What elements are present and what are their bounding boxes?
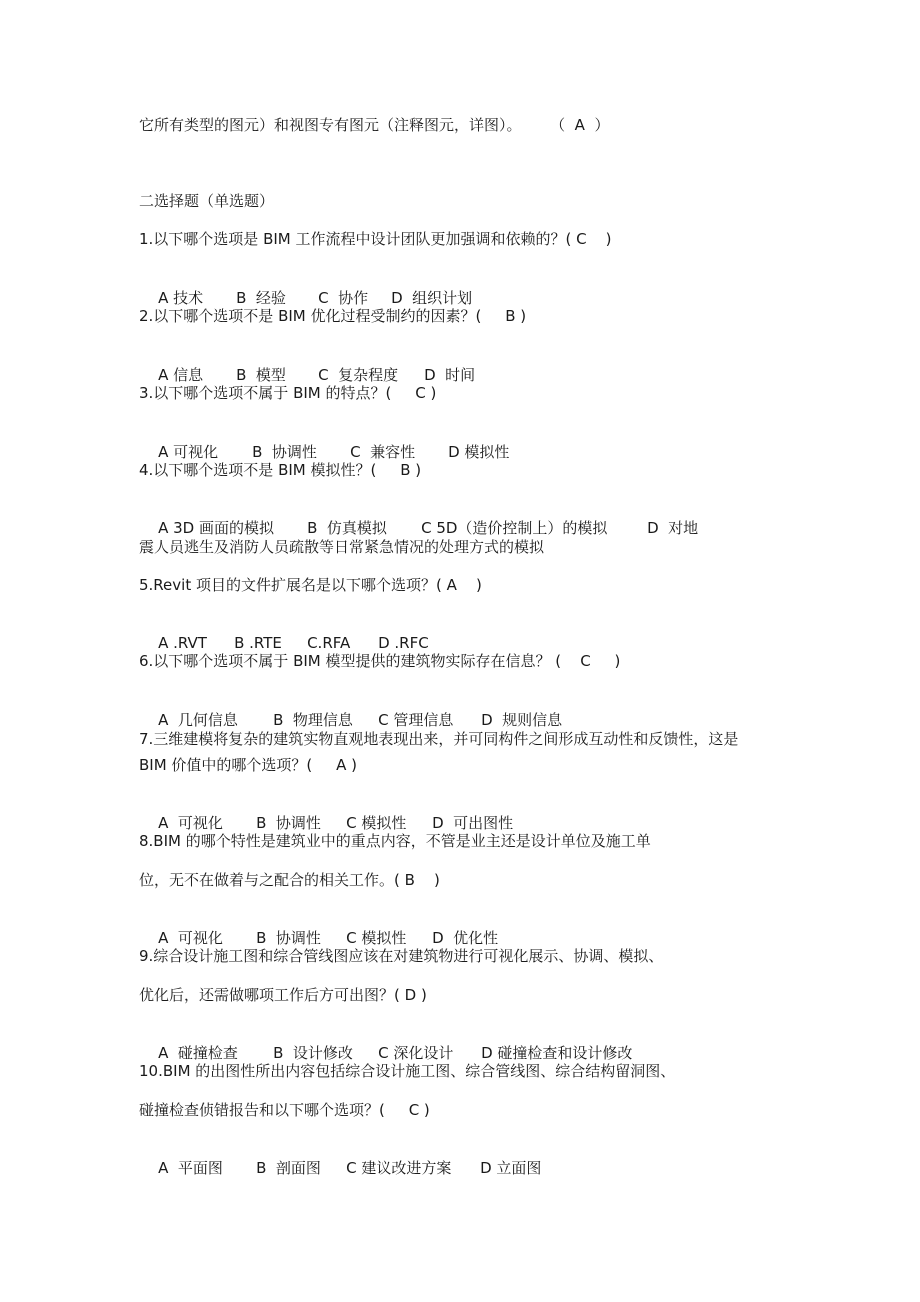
q8-option-c: C 模拟性 — [346, 929, 407, 947]
q3-option-a: A 可视化 — [158, 443, 219, 461]
q6-option-a: A 几何信息 — [158, 711, 238, 729]
question-9: 9.综合设计施工图和综合管线图应该在对建筑物进行可视化展示、协调、模拟、 — [139, 947, 664, 965]
question-7: 7.三维建模将复杂的建筑实物直观地表现出来，并可同构件之间形成互动性和反馈性，这是 — [139, 730, 739, 748]
question-6: 6.以下哪个选项不属于 BIM 模型提供的建筑物实际存在信息？ ( C ) — [139, 652, 621, 670]
q6-option-b: B 物理信息 — [273, 711, 353, 729]
q3-option-c: C 兼容性 — [350, 443, 416, 461]
q1-option-b: B 经验 — [236, 289, 286, 307]
question-2: 2.以下哪个选项不是 BIM 优化过程受制约的因素？( B ) — [139, 307, 527, 325]
question-1: 1.以下哪个选项是 BIM 工作流程中设计团队更加强调和依赖的？( C ) — [139, 230, 612, 248]
q10-option-c: C 建议改进方案 — [346, 1159, 452, 1177]
q5-option-d: D .RFC — [378, 634, 429, 652]
question-10-options — [139, 1138, 541, 1198]
q10-option-a: A 平面图 — [158, 1159, 223, 1177]
q5-option-a: A .RVT — [158, 634, 207, 652]
question-10-continuation: 碰撞检查侦错报告和以下哪个选项？( C ) — [139, 1101, 430, 1119]
question-4-continuation: 震人员逃生及消防人员疏散等日常紧急情况的处理方式的模拟 — [139, 538, 545, 556]
q7-option-d: D 可出图性 — [432, 814, 514, 832]
q9-option-b: B 设计修改 — [273, 1044, 353, 1062]
q1-option-a: A 技术 — [158, 289, 204, 307]
q9-option-c: C 深化设计 — [378, 1044, 454, 1062]
q6-option-c: C 管理信息 — [378, 711, 454, 729]
q9-option-a: A 碰撞检查 — [158, 1044, 238, 1062]
question-8-continuation: 位，无不在做着与之配合的相关工作。( B ) — [139, 871, 440, 889]
q3-option-b: B 协调性 — [252, 443, 317, 461]
q3-option-d: D 模拟性 — [448, 443, 510, 461]
q7-option-b: B 协调性 — [256, 814, 321, 832]
q10-option-d: D 立面图 — [480, 1159, 542, 1177]
question-9-continuation: 优化后，还需做哪项工作后方可出图？( D ) — [139, 986, 427, 1004]
q4-option-b: B 仿真模拟 — [307, 519, 387, 537]
q9-option-d: D 碰撞检查和设计修改 — [481, 1044, 633, 1062]
q4-option-c: C 5D（造价控制上）的模拟 — [421, 519, 608, 537]
question-4: 4.以下哪个选项不是 BIM 模拟性？( B ) — [139, 461, 422, 479]
q2-option-b: B 模型 — [236, 366, 286, 384]
intro-line: 它所有类型的图元）和视图专有图元（注释图元，详图）。 （ A ） — [139, 116, 610, 134]
q8-option-a: A 可视化 — [158, 929, 223, 947]
q7-option-c: C 模拟性 — [346, 814, 407, 832]
q1-option-c: C 协作 — [318, 289, 369, 307]
q6-option-d: D 规则信息 — [481, 711, 563, 729]
q2-option-d: D 时间 — [424, 366, 476, 384]
q8-option-d: D 优化性 — [432, 929, 499, 947]
q8-option-b: B 协调性 — [256, 929, 321, 947]
q2-option-a: A 信息 — [158, 366, 204, 384]
q1-option-d: D 组织计划 — [391, 289, 473, 307]
q5-option-c: C.RFA — [307, 634, 351, 652]
question-7-continuation: BIM 价值中的哪个选项？( A ) — [139, 756, 357, 774]
q2-option-c: C 复杂程度 — [318, 366, 399, 384]
q7-option-a: A 可视化 — [158, 814, 223, 832]
question-8: 8.BIM 的哪个特性是建筑业中的重点内容，不管是业主还是设计单位及施工单 — [139, 832, 651, 850]
question-10: 10.BIM 的出图性所出内容包括综合设计施工图、综合管线图、综合结构留洞图、 — [139, 1062, 676, 1080]
q10-option-b: B 剖面图 — [256, 1159, 321, 1177]
q5-option-b: B .RTE — [234, 634, 282, 652]
question-3: 3.以下哪个选项不属于 BIM 的特点？( C ) — [139, 384, 437, 402]
q4-option-d: D 对地 — [647, 519, 699, 537]
q4-option-a: A 3D 画面的模拟 — [158, 519, 274, 537]
question-5: 5.Revit 项目的文件扩展名是以下哪个选项？( A ) — [139, 576, 482, 594]
section-title: 二选择题（单选题） — [139, 192, 275, 210]
